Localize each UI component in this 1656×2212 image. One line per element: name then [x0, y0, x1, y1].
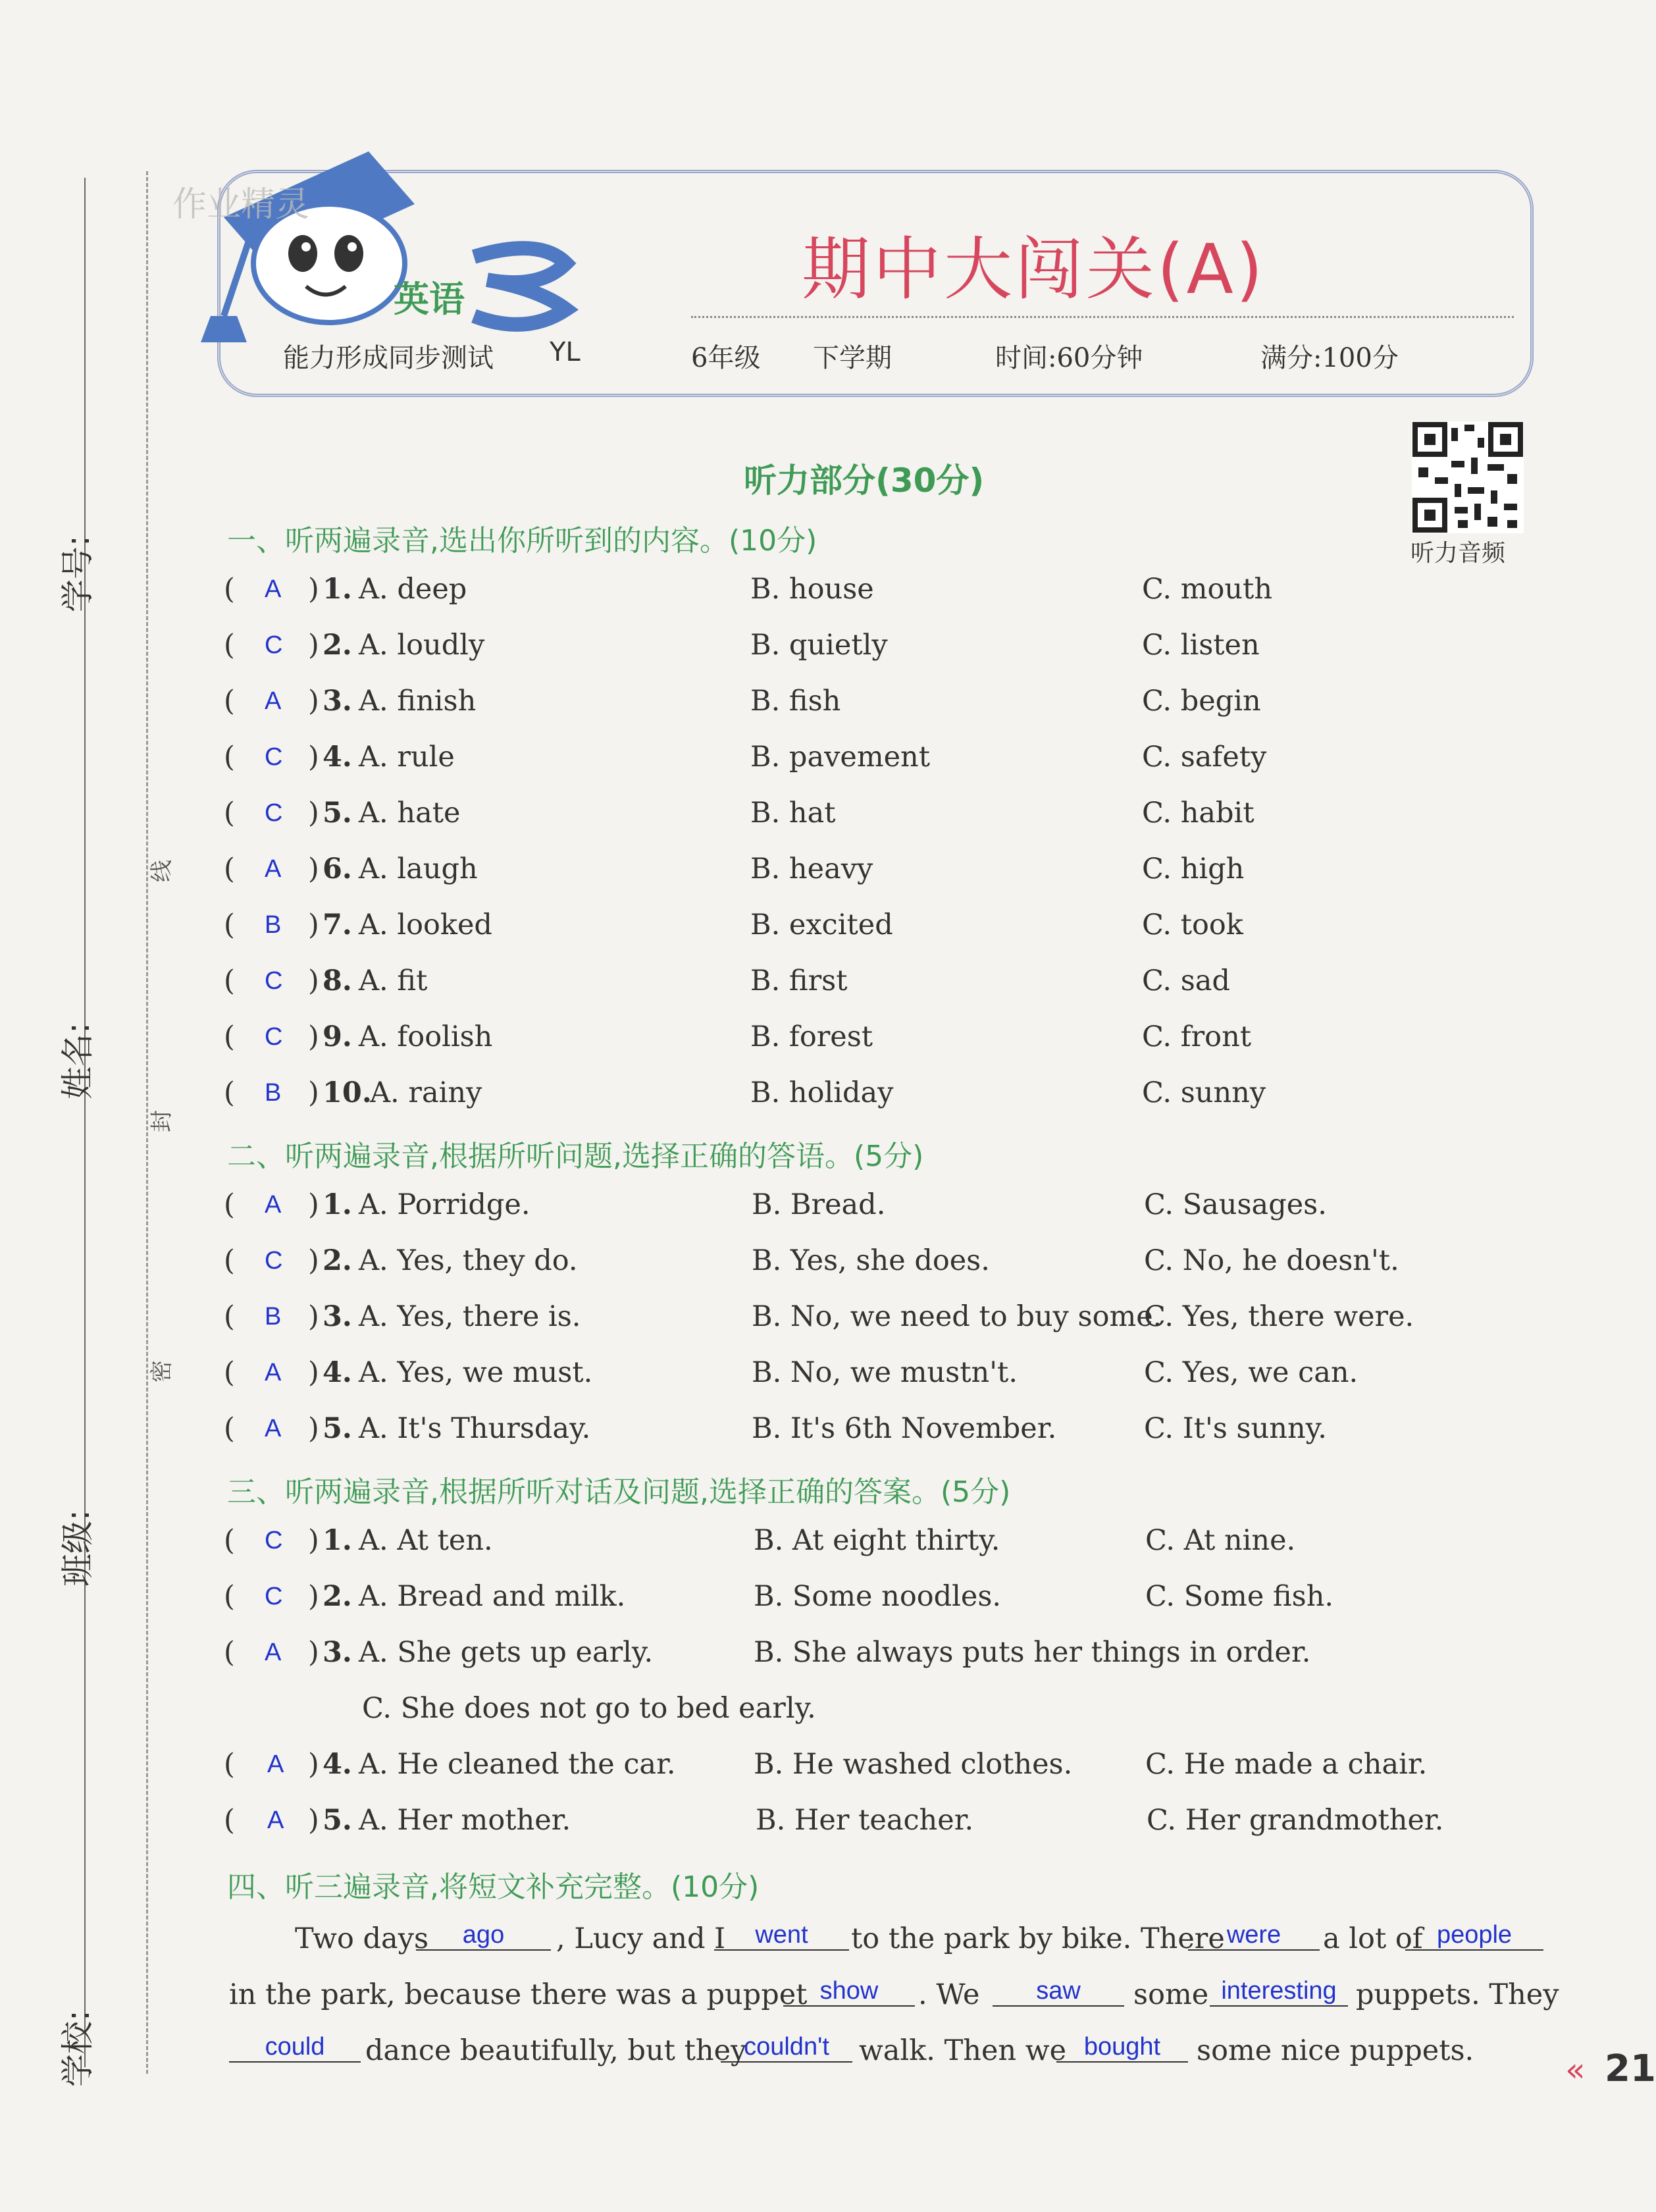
seal-mark-line: 线: [149, 860, 175, 882]
option-a: A. Yes, they do.: [359, 1244, 578, 1277]
answer-mark: C: [265, 1247, 283, 1275]
seal-mark-seal: 封: [149, 1110, 175, 1132]
answer-mark: B: [265, 911, 282, 939]
option-c: C. He made a chair.: [1145, 1748, 1428, 1781]
option-b: B. house: [750, 573, 874, 606]
qr-code[interactable]: [1412, 421, 1524, 533]
list-item: ( C ) 9. A. foolish B. forest C. front: [224, 1020, 1252, 1053]
option-c: C. Yes, we can.: [1144, 1356, 1358, 1389]
blank-2[interactable]: went: [714, 1921, 849, 1951]
option-c: C. sad: [1142, 964, 1230, 997]
option-b: B. At eight thirty.: [754, 1524, 1000, 1557]
option-a: A. Yes, we must.: [359, 1356, 593, 1389]
list-item: ( A ) 3. A. finish B. fish C. begin: [224, 685, 1261, 718]
watermark: 作业精灵: [172, 185, 310, 224]
answer-mark: B: [265, 1303, 282, 1330]
option-b: B. He washed clothes.: [754, 1748, 1073, 1781]
id-label: 学号:: [59, 535, 97, 612]
option-b: B. hat: [750, 797, 836, 830]
blank-1[interactable]: ago: [416, 1921, 551, 1951]
option-c: C. begin: [1142, 685, 1261, 718]
list-item: ( C ) 8. A. fit B. first C. sad: [224, 964, 1230, 997]
option-a: A. At ten.: [359, 1524, 493, 1557]
option-a: A. loudly: [359, 629, 485, 662]
list-item: ( C ) 4. A. rule B. pavement C. safety: [224, 741, 1267, 774]
option-b: B. It's 6th November.: [752, 1412, 1057, 1445]
blank-3[interactable]: were: [1188, 1921, 1320, 1951]
option-b: B. No, we mustn't.: [752, 1356, 1018, 1389]
exam-time: 时间:60分钟: [995, 343, 1143, 373]
list-item: ( A ) 3. A. She gets up early. B. She always puts her things in order. C. She does not go to bed early.: [224, 1636, 1311, 1725]
option-b: B. Bread.: [752, 1188, 886, 1221]
page-marker-icon: «: [1565, 2051, 1586, 2089]
option-c: C. habit: [1142, 797, 1255, 830]
list-item: ( B ) 3. A. Yes, there is. B. No, we need to buy some. C. Yes, there were.: [224, 1300, 1414, 1333]
answer-mark: C: [265, 631, 283, 659]
option-c: C. safety: [1142, 741, 1267, 774]
option-c: C. mouth: [1142, 573, 1273, 606]
answer-mark: A: [265, 1191, 282, 1219]
item-number: 1.: [323, 1524, 352, 1557]
blank-7[interactable]: interesting: [1210, 1977, 1348, 2007]
header-divider: [691, 316, 1514, 318]
passage-text: Two days: [295, 1922, 429, 1955]
item-number: 3.: [323, 685, 352, 718]
part-title: 听力部分(30分): [744, 461, 985, 500]
blank-5[interactable]: show: [783, 1977, 915, 2007]
option-a: A. looked: [359, 908, 492, 941]
list-item: ( A ) 1. A. deep B. house C. mouth: [224, 573, 1273, 606]
item-number: 5.: [323, 1412, 352, 1445]
option-a: A. hate: [359, 797, 461, 830]
answer-mark: A: [265, 1639, 282, 1666]
passage-text: , Lucy and I: [556, 1922, 726, 1955]
item-number: 2.: [323, 629, 352, 662]
passage-text: puppets. They: [1356, 1978, 1559, 2011]
option-c: C. At nine.: [1145, 1524, 1296, 1557]
option-a: A. finish: [359, 685, 477, 718]
option-a: A. deep: [359, 573, 467, 606]
item-number: 2.: [323, 1244, 352, 1277]
option-b: B. No, we need to buy some.: [752, 1300, 1162, 1333]
answer-mark: A: [265, 687, 282, 715]
school-label: 学校:: [59, 2010, 97, 2087]
item-number: 1.: [323, 573, 352, 606]
class-label: 班级:: [59, 1510, 97, 1587]
name-label: 姓名:: [59, 1022, 97, 1099]
option-c: C. Some fish.: [1145, 1580, 1334, 1613]
edition-code: YL: [550, 337, 581, 367]
answer-mark: C: [265, 1583, 283, 1610]
passage-text: . We: [918, 1978, 980, 2011]
option-a: A. It's Thursday.: [359, 1412, 591, 1445]
list-item: ( A ) 5. A. It's Thursday. B. It's 6th November. C. It's sunny.: [224, 1412, 1327, 1445]
option-b: B. Yes, she does.: [752, 1244, 990, 1277]
option-c: C. Yes, there were.: [1144, 1300, 1414, 1333]
item-number: 9.: [323, 1020, 352, 1053]
option-b: B. Her teacher.: [756, 1804, 974, 1837]
option-c: C. front: [1142, 1020, 1252, 1053]
option-b: B. forest: [750, 1020, 873, 1053]
passage-text: dance beautifully, but they: [365, 2034, 747, 2067]
item-number: 4.: [323, 1748, 352, 1781]
list-item: ( C ) 2. A. Bread and milk. B. Some noodles. C. Some fish.: [224, 1580, 1334, 1613]
answer-mark: C: [265, 799, 283, 827]
item-number: 4.: [323, 741, 352, 774]
blank-4[interactable]: people: [1405, 1921, 1543, 1951]
item-number: 3.: [323, 1300, 352, 1333]
item-number: 1.: [323, 1188, 352, 1221]
section-1-heading: 一、听两遍录音,选出你所听到的内容。(10分): [227, 524, 817, 558]
answer-mark: A: [267, 1806, 284, 1834]
option-a: A. rainy: [370, 1076, 482, 1109]
seal-mark-secret: 密: [149, 1360, 175, 1382]
section-4-heading: 四、听三遍录音,将短文补充完整。(10分): [227, 1870, 760, 1904]
answer-mark: A: [265, 1359, 282, 1386]
item-number: 3.: [323, 1636, 352, 1669]
series-name: 能力形成同步测试: [283, 343, 494, 373]
option-a: A. Her mother.: [359, 1804, 571, 1837]
item-number: 2.: [323, 1580, 352, 1613]
blank-8[interactable]: could: [229, 2033, 361, 2063]
qr-label: 听力音频: [1410, 540, 1506, 567]
page-title: 期中大闯关(A): [802, 229, 1266, 309]
blank-9[interactable]: couldn't: [721, 2033, 852, 2063]
list-item: ( C ) 2. A. Yes, they do. B. Yes, she does. C. No, he doesn't.: [224, 1244, 1399, 1277]
option-c: C. It's sunny.: [1144, 1412, 1327, 1445]
list-item: ( A ) 6. A. laugh B. heavy C. high: [224, 853, 1245, 885]
subject-label: 英语: [394, 278, 465, 320]
answer-mark: A: [267, 1751, 284, 1778]
option-b: B. excited: [750, 908, 893, 941]
option-a: A. Yes, there is.: [359, 1300, 581, 1333]
answer-mark: C: [265, 1023, 283, 1051]
option-c: C. No, he doesn't.: [1144, 1244, 1399, 1277]
answer-mark: C: [265, 743, 283, 771]
answer-mark: A: [265, 575, 282, 603]
option-c: C. sunny: [1142, 1076, 1266, 1109]
option-b: B. first: [750, 964, 848, 997]
option-c: C. high: [1142, 853, 1245, 885]
option-a: A. foolish: [359, 1020, 493, 1053]
list-item: ( C ) 5. A. hate B. hat C. habit: [224, 797, 1255, 830]
answer-mark: B: [265, 1079, 282, 1107]
list-item: ( B ) 10. A. rainy B. holiday C. sunny: [224, 1076, 1266, 1109]
option-b: B. She always puts her things in order.: [754, 1636, 1311, 1669]
item-number: 5.: [323, 797, 352, 830]
option-a: A. rule: [359, 741, 455, 774]
item-number: 7.: [323, 908, 352, 941]
list-item: ( A ) 4. A. He cleaned the car. B. He washed clothes. C. He made a chair.: [224, 1748, 1428, 1781]
passage-text: to the park by bike. There: [851, 1922, 1225, 1955]
item-number: 6.: [323, 853, 352, 885]
passage-text: some nice puppets.: [1197, 2034, 1474, 2067]
answer-mark: C: [265, 1527, 283, 1554]
list-item: ( A ) 5. A. Her mother. B. Her teacher. C. Her grandmother.: [224, 1804, 1444, 1837]
grade: 6年级: [691, 343, 761, 373]
option-c: C. took: [1142, 908, 1243, 941]
list-item: ( A ) 1. A. Porridge. B. Bread. C. Sausages.: [224, 1188, 1327, 1221]
option-a: A. He cleaned the car.: [359, 1748, 676, 1781]
option-c: C. listen: [1142, 629, 1260, 662]
item-number: 8.: [323, 964, 352, 997]
answer-mark: A: [265, 1415, 282, 1442]
answer-mark: C: [265, 967, 283, 995]
option-c: C. Sausages.: [1144, 1188, 1327, 1221]
option-a: A. laugh: [359, 853, 478, 885]
list-item: ( C ) 1. A. At ten. B. At eight thirty. C. At nine.: [224, 1524, 1296, 1557]
option-b: B. Some noodles.: [754, 1580, 1002, 1613]
binding-line: [84, 178, 86, 2067]
option-a: A. Porridge.: [359, 1188, 530, 1221]
passage-text: a lot of: [1323, 1922, 1423, 1955]
option-a: A. She gets up early.: [359, 1636, 654, 1669]
option-c: C. Her grandmother.: [1147, 1804, 1444, 1837]
option-b: B. pavement: [750, 741, 931, 774]
option-b: B. fish: [750, 685, 841, 718]
passage-text: walk. Then we: [859, 2034, 1067, 2067]
item-number: 10.: [323, 1076, 372, 1109]
page-number: 21: [1605, 2047, 1656, 2090]
term: 下学期: [813, 343, 892, 373]
passage-text: in the park, because there was a puppet: [229, 1978, 808, 2011]
passage-text: some: [1133, 1978, 1209, 2011]
option-c: C. She does not go to bed early.: [362, 1692, 816, 1725]
full-score: 满分:100分: [1260, 343, 1399, 373]
option-a: A. Bread and milk.: [359, 1580, 626, 1613]
option-b: B. holiday: [750, 1076, 894, 1109]
item-number: 5.: [323, 1804, 352, 1837]
list-item: ( C ) 2. A. loudly B. quietly C. listen: [224, 629, 1260, 662]
list-item: ( B ) 7. A. looked B. excited C. took: [224, 908, 1243, 941]
blank-10[interactable]: bought: [1056, 2033, 1188, 2063]
section-3-heading: 三、听两遍录音,根据所听对话及问题,选择正确的答案。(5分): [227, 1475, 1011, 1509]
section-2-heading: 二、听两遍录音,根据所听问题,选择正确的答语。(5分): [227, 1140, 924, 1173]
option-b: B. quietly: [750, 629, 888, 662]
item-number: 4.: [323, 1356, 352, 1389]
blank-6[interactable]: saw: [993, 1977, 1124, 2007]
option-b: B. heavy: [750, 853, 873, 885]
list-item: ( A ) 4. A. Yes, we must. B. No, we mustn't. C. Yes, we can.: [224, 1356, 1358, 1389]
option-a: A. fit: [359, 964, 428, 997]
answer-mark: A: [265, 855, 282, 883]
